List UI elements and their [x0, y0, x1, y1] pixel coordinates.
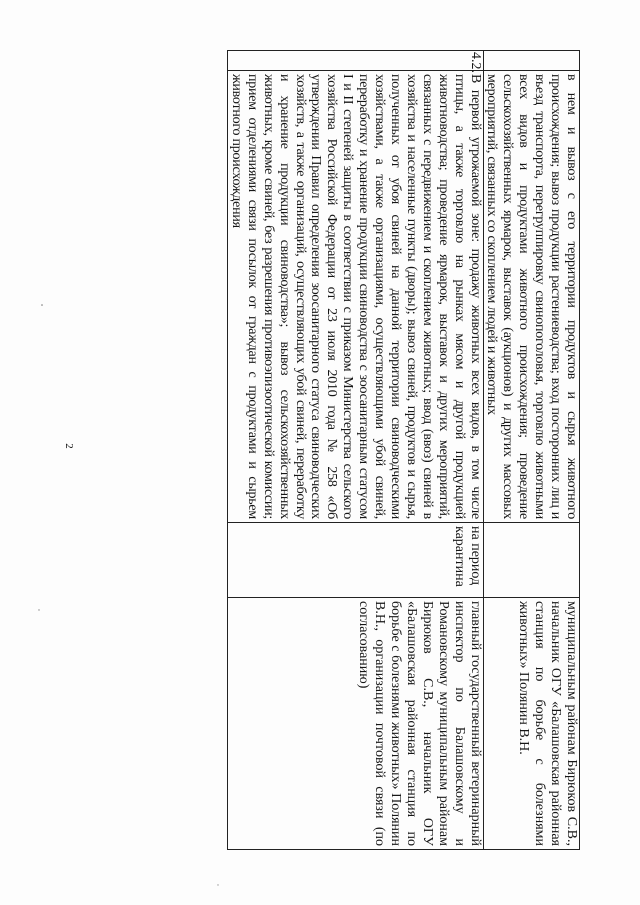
responsible-cell: главный государственный ветеринарный инспектор по Балашовскому и Романовскому муниципальным районам Бирюков С.В., начальник ОГУ «Балашовская районная станция по борьбе с болезнями животных» Полянин В.Н., организации почтовой связи (по согласованию) [228, 598, 484, 850]
row-number: 4.2. [228, 51, 484, 71]
measure-text: в нем и вывоз с его территории продуктов и сырья животного происхождения; вывоз продукции растениеводства; вход посторонних лиц и въезд транспорта, перегруппировку свинопоголовья, торговлю животными всех видов и продуктами животного происхождения; проведение сельскохозяйственных ярмарок, выставок (аукционов) и других массовых мероприятий, связанных со скоплением людей и животных [483, 71, 579, 523]
page-number: 2 [63, 443, 75, 449]
measure-text: В первой угрожаемой зоне: продажу животных всех видов, в том числе птицы, а также торговлю на рынках мясом и другой продукцией животноводства; проведение ярмарок, выставок и других мероприятий, связанных с передвижением и скоплением животных; ввод (ввоз) свиней в хозяйства и населенные пункты (дворы); вывоз свиней, продуктов и сырья, полученных от убоя свиней на данной территории свиноводческими хозяйствами, а также организациями, осуществляющими убой свиней, переработку и хранение продукции свиноводства с зоосанитарным статусом I и II степеней защиты в соответствии с приказом Министерства сельского хозяйства Российской Федерации от 23 июля 2010 года № 258 «Об утверждении Правил определения зоосанитарного статуса свиноводческих хозяйств, а также организаций, осуществляющих убой свиней, переработку и хранение продукции свиноводства»; вывоз сельскохозяйственных животных, кроме свиней, без разрешения противоэпизоотической комиссии; прием отделениями связи посылок от граждан с продуктами и сырьем животного происхождения [228, 71, 484, 523]
period-cell: на период карантина [228, 523, 484, 598]
responsible-cell: муниципальным районам Бирюков С.В., начальник ОГУ «Балашовская районная станция по борьбе с болезнями животных» Полянин В.Н. [483, 598, 579, 850]
